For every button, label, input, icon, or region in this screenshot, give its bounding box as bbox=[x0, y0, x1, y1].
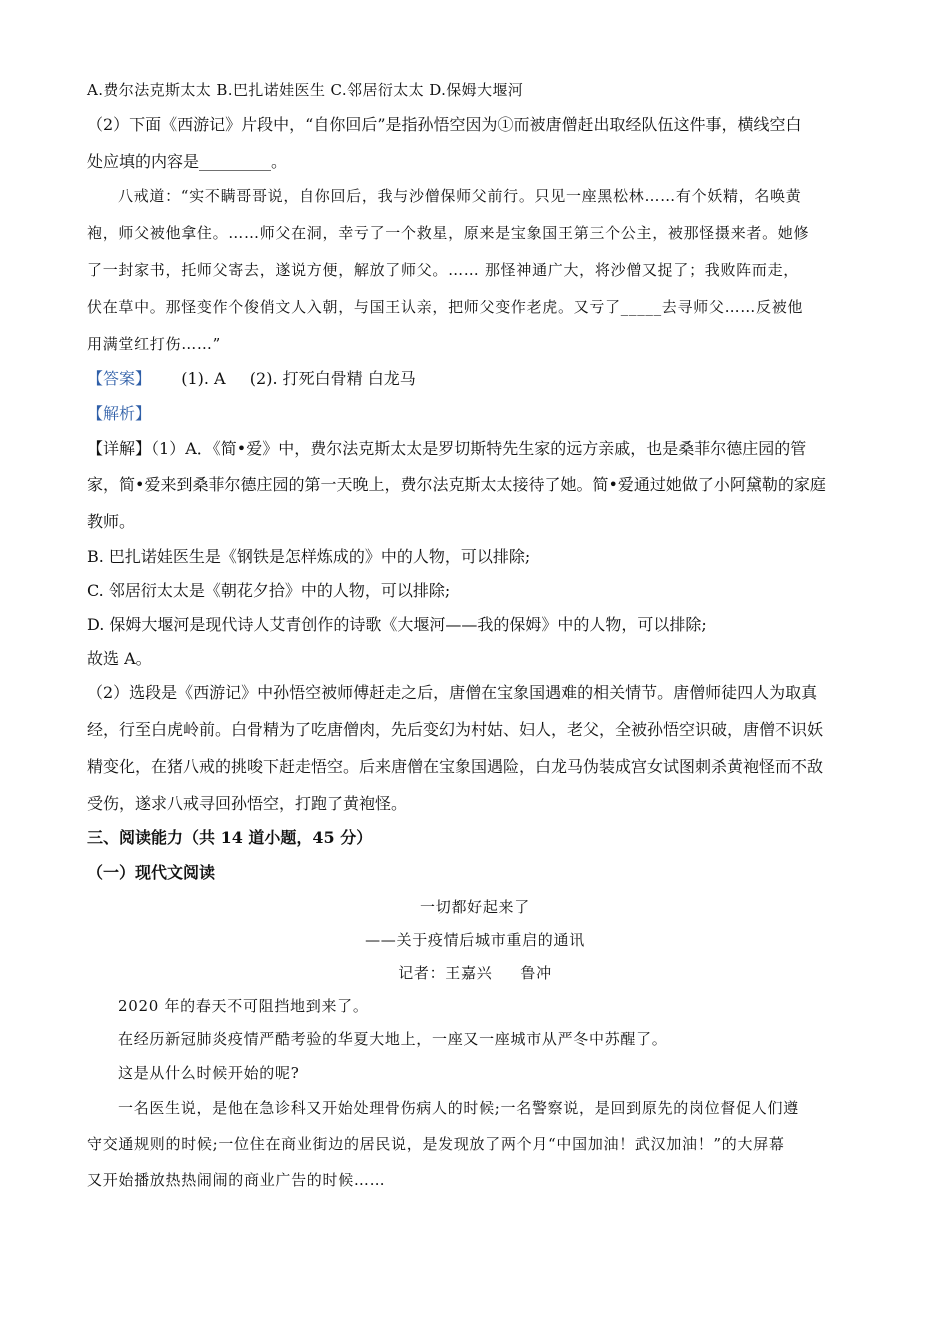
article-paragraph-2: 在经历新冠肺炎疫情严酷考验的华夏大地上，一座又一座城市从严冬中苏醒了。 bbox=[118, 1030, 668, 1048]
detail-line-10: 精变化，在猪八戒的挑唆下赶走悟空。后来唐僧在宝象国遇险，白龙马伪装成宫女试图刺杀黄袍怪而不敌 bbox=[87, 757, 824, 776]
question-2-line-1: （2）下面《西游记》片段中，“自你回后”是指孙悟空因为①而被唐僧赶出取经队伍这件事，横线空白 bbox=[87, 115, 802, 134]
article-byline bbox=[0, 964, 950, 982]
detail-line-7: 故选 A。 bbox=[87, 649, 152, 668]
question-2-line-2: 处应填的内容是_________。 bbox=[87, 152, 288, 171]
answer-part-2: (2). 打死白骨精 白龙马 bbox=[249, 369, 416, 388]
section-title: 三、阅读能力（共 14 道小题，45 分） bbox=[87, 828, 373, 847]
article-paragraph-3: 这是从什么时候开始的呢? bbox=[118, 1064, 300, 1082]
excerpt-line-1: 八戒道：“实不瞒哥哥说，自你回后，我与沙僧保师父前行。只见一座黑松林……有个妖精，名唤黄 bbox=[118, 187, 802, 205]
detail-line-4: B. 巴扎诺娃医生是《钢铁是怎样炼成的》中的人物，可以排除; bbox=[87, 547, 531, 566]
analysis-label: 【解析】 bbox=[87, 404, 152, 423]
article-paragraph-1: 2020 年的春天不可阻挡地到来了。 bbox=[118, 997, 369, 1015]
answer-row bbox=[87, 369, 416, 388]
reporter-name: 记者：王嘉兴 bbox=[398, 964, 493, 982]
answer-label: 【答案】 bbox=[87, 369, 152, 388]
detail-line-1 bbox=[87, 439, 806, 458]
options-line: A.费尔法克斯太太 B.巴扎诺娃医生 C.邻居衍太太 D.保姆大堰河 bbox=[87, 81, 524, 99]
detail-label: 【详解】 bbox=[87, 439, 152, 458]
detail-line-9: 经，行至白虎岭前。白骨精为了吃唐僧肉，先后变幻为村姑、妇人，老父，全被孙悟空识破，唐僧不识妖 bbox=[87, 720, 824, 739]
excerpt-line-3: 了一封家书，托师父寄去，遂说方便，解放了师父。…… 那怪神通广大，将沙僧又捉了；我败阵而走， bbox=[87, 261, 799, 279]
detail-line-8: （2）选段是《西游记》中孙悟空被师傅赶走之后，唐僧在宝象国遇难的相关情节。唐僧师徒四人为取真 bbox=[87, 683, 818, 702]
detail-line-6: D. 保姆大堰河是现代诗人艾青创作的诗歌《大堰河——我的保姆》中的人物，可以排除; bbox=[87, 615, 707, 634]
excerpt-line-5: 用满堂红打伤……” bbox=[87, 335, 221, 353]
section-subtitle: （一）现代文阅读 bbox=[87, 863, 216, 882]
article-paragraph-4-line-1: 一名医生说，是他在急诊科又开始处理骨伤病人的时候;一名警察说，是回到原先的岗位督促人们遵 bbox=[118, 1099, 799, 1117]
article-title: 一切都好起来了 bbox=[420, 898, 530, 916]
article-paragraph-4-line-2: 守交通规则的时候;一位住在商业街边的居民说，是发现放了两个月“中国加油！武汉加油！”的大屏幕 bbox=[87, 1135, 785, 1153]
detail-line-11: 受伤，遂求八戒寻回孙悟空，打跑了黄袍怪。 bbox=[87, 794, 408, 813]
detail-line-3: 教师。 bbox=[87, 512, 136, 531]
article-subtitle: ——关于疫情后城市重启的通讯 bbox=[365, 931, 585, 949]
excerpt-line-2: 袍，师父被他拿住。……师父在洞，幸亏了一个救星，原来是宝象国王第三个公主，被那怪摄来者。她修 bbox=[87, 224, 810, 242]
reporter-name-2: 鲁冲 bbox=[520, 964, 552, 982]
article-paragraph-4-line-3: 又开始播放热热闹闹的商业广告的时候…… bbox=[87, 1171, 386, 1189]
detail-line-5: C. 邻居衍太太是《朝花夕拾》中的人物，可以排除; bbox=[87, 581, 451, 600]
excerpt-line-4: 伏在草中。那怪变作个俊俏文人入朝，与国王认亲，把师父变作老虎。又亏了_____去寻师父……反被他 bbox=[87, 298, 804, 316]
answer-part-1: (1). A bbox=[181, 369, 226, 388]
detail-line-2: 家，简•爱来到桑菲尔德庄园的第一天晚上，费尔法克斯太太接待了她。简•爱通过她做了小阿黛勒的家庭 bbox=[87, 475, 826, 494]
detail-text-1: （1）A．《简•爱》中，费尔法克斯太太是罗切斯特先生家的远方亲戚，也是桑菲尔德庄园的管 bbox=[151, 439, 807, 458]
